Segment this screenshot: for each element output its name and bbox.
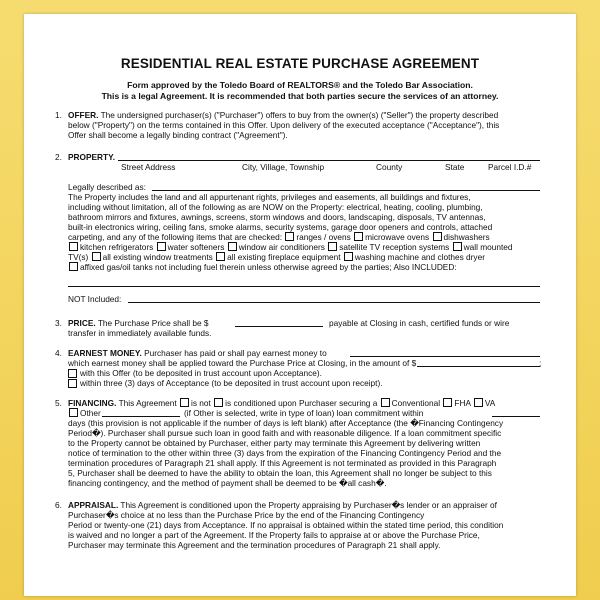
section-3-line-1 <box>68 318 209 328</box>
section-1-number: 1. <box>55 110 62 120</box>
checkbox-other-loan[interactable] <box>69 408 78 417</box>
property-includes-line-8 <box>68 262 457 272</box>
label-satellite-tv: satellite TV reception systems <box>339 242 450 252</box>
section-6-line-2: Purchaser�s choice at no less than the Purchase Price by the end of the Financing Contingency <box>68 510 425 520</box>
label-county: County <box>376 162 403 172</box>
checkbox-kitchen-refrigerators[interactable] <box>69 242 78 251</box>
label-fha: FHA <box>454 398 471 408</box>
section-6-line-4: is waived and no longer a part of the Agreement. If the Property fails to appraise at or above the Purchase Price, <box>68 530 480 540</box>
checkbox-window-treatments[interactable] <box>92 252 101 261</box>
checkbox-dishwashers[interactable] <box>433 232 442 241</box>
section-1-line-3: Offer shall become a legally binding contract ("Agreement"). <box>68 130 288 140</box>
section-6-line-3: Period or twenty-one (21) days from Acceptance. If no appraisal is obtained within the stated time period, this condition <box>68 520 504 530</box>
earnest-money-label: Purchaser has paid or shall pay earnest money to <box>144 348 327 358</box>
section-6-heading: APPRAISAL. <box>68 500 119 510</box>
section-5-number: 5. <box>55 398 62 408</box>
checkbox-is-not[interactable] <box>180 398 189 407</box>
label-is-not: is not <box>190 398 211 408</box>
property-includes-line-5 <box>68 232 490 242</box>
section-1-line-2: below ("Property") on the terms contained in this Offer. Upon delivery of the executed acceptance ("Acceptance"), this <box>68 120 500 130</box>
appraisal-line-1: This Agreement is conditioned upon the Property appraising by Purchaser�s lender or an appraiser of <box>120 500 497 510</box>
other-loan-type-field[interactable] <box>102 416 180 417</box>
section-1-heading: OFFER. <box>68 110 99 120</box>
section-5-line-3: days (this provision is not applicable if the number of days is left blank) after Acceptance (the �Financing Contingency <box>68 418 504 428</box>
section-4-line-2: which earnest money shall be applied toward the Purchase Price at Closing, in the amount of $ <box>68 358 417 368</box>
property-includes-line-2: including without limitation, all of the following as are NOW on the Property: electrical, heating, cooling, plumbing, <box>68 202 483 212</box>
label-washer-dryer: washing machine and clothes dryer <box>354 252 485 262</box>
section-5-line-6: notice of termination to the other within three (3) days from the expiration of the Financing Contingency Period and the <box>68 448 502 458</box>
financing-intro: This Agreement <box>118 398 177 408</box>
label-gas-oil-tanks: affixed gas/oil tanks not including fuel therein unless otherwise agreed by the parties; Also INCLUDED: <box>80 262 457 272</box>
property-includes-line-4: built-in electronics wiring, ceiling fans, smoke alarms, security systems, garage door openers and controls, attached <box>68 222 493 232</box>
checkbox-ranges-ovens[interactable] <box>285 232 294 241</box>
subtitle-legal-notice: This is a legal Agreement. It is recommended that both parties secure the services of an attorney. <box>101 91 499 101</box>
price-label: The Purchase Price shall be $ <box>97 318 209 328</box>
property-includes-line-3: bathroom mirrors and fixtures, awnings, screens, storm windows and doors, landscaping, disposals, TV antennas, <box>68 212 486 222</box>
label-city: City, Village, Township <box>242 162 325 172</box>
section-6-number: 6. <box>55 500 62 510</box>
property-includes-line-1: The Property includes the land and all appurtenant rights, privileges and easements, all buildings and fixtures, <box>68 192 471 202</box>
legal-description-label: Legally described as: <box>68 182 146 192</box>
also-included-field[interactable] <box>68 286 540 287</box>
label-water-softeners: water softeners <box>167 242 225 252</box>
earnest-semicolon: ; <box>539 358 542 368</box>
checkbox-fireplace-equipment[interactable] <box>216 252 225 261</box>
not-included-label: NOT Included: <box>68 294 122 304</box>
checkbox-window-air-conditioners[interactable] <box>228 242 237 251</box>
document-title: RESIDENTIAL REAL ESTATE PURCHASE AGREEMENT <box>120 56 480 71</box>
section-5-line-9: financing contingency, and the method of payment shall be deemed to be �all cash�. <box>68 478 387 488</box>
checkbox-washer-dryer[interactable] <box>344 252 353 261</box>
checkbox-satellite-tv[interactable] <box>328 242 337 251</box>
section-5-line-2b: (if Other is selected, write in type of loan) loan commitment within <box>184 408 424 418</box>
property-address-field[interactable] <box>118 160 540 161</box>
label-other: Other <box>80 408 101 418</box>
section-3-heading: PRICE. <box>68 318 96 328</box>
label-street-address: Street Address <box>121 162 176 172</box>
label-tvs: TV(s) <box>68 252 89 262</box>
section-5-line-8: 5, Purchaser shall be deemed to have the ability to obtain the loan, this Agreement shall no longer be subject to this <box>68 468 492 478</box>
checkbox-with-offer[interactable] <box>68 369 77 378</box>
label-va: VA <box>484 398 496 408</box>
property-includes-line-6 <box>68 242 513 252</box>
section-5-line-7: termination procedures of Paragraph 21 shall apply. If this Agreement is not terminated as provided in this Paragraph <box>68 458 497 468</box>
checkbox-conventional[interactable] <box>381 398 390 407</box>
label-dishwashers: dishwashers <box>443 232 490 242</box>
section-2-heading: PROPERTY. <box>68 152 116 162</box>
section-6-line-5: Purchaser may terminate this Agreement and the termination procedures of Paragraph 21 shall apply. <box>68 540 441 550</box>
checkbox-gas-oil-tanks[interactable] <box>69 262 78 271</box>
section-4-heading: EARNEST MONEY. <box>68 348 142 358</box>
purchase-price-field[interactable] <box>235 326 323 327</box>
label-window-treatments: all existing window treatments <box>102 252 213 262</box>
price-payment-terms: payable at Closing in cash, certified funds or wire <box>329 318 510 328</box>
section-4-line-1 <box>68 348 327 358</box>
label-window-air-conditioners: window air conditioners <box>238 242 325 252</box>
label-is-conditioned: is conditioned upon Purchaser securing a <box>225 398 378 408</box>
legal-description-field[interactable] <box>152 190 540 191</box>
checkbox-wall-mounted-tv[interactable] <box>453 242 462 251</box>
earnest-money-holder-field[interactable] <box>350 356 540 357</box>
label-fireplace-equipment: all existing fireplace equipment <box>227 252 341 262</box>
property-includes-line-7 <box>68 252 485 262</box>
section-5-line-1 <box>68 398 495 408</box>
checkbox-microwave-ovens[interactable] <box>354 232 363 241</box>
label-parcel-id: Parcel I.D.# <box>488 162 532 172</box>
label-ranges-ovens: ranges / ovens <box>296 232 351 242</box>
section-1-line-1: The undersigned purchaser(s) ("Purchaser") offers to buy from the owner(s) ("Seller") the property described <box>100 110 499 120</box>
section-4-option-2: within three (3) days of Acceptance (to be deposited in trust account upon receipt). <box>80 378 383 388</box>
section-3-line-2: transfer in immediately available funds. <box>68 328 212 338</box>
section-2-number: 2. <box>55 152 62 162</box>
checkbox-fha[interactable] <box>443 398 452 407</box>
label-microwave-ovens: microwave ovens <box>365 232 430 242</box>
earnest-money-amount-field[interactable] <box>464 366 538 367</box>
section-5-heading: FINANCING. <box>68 398 117 408</box>
document-page <box>24 14 576 596</box>
label-conventional: Conventional <box>391 398 441 408</box>
checkbox-water-softeners[interactable] <box>157 242 166 251</box>
section-4-number: 4. <box>55 348 62 358</box>
section-4-option-1: with this Offer (to be deposited in trust account upon Acceptance). <box>80 368 322 378</box>
checkbox-is-conditioned[interactable] <box>214 398 223 407</box>
label-state: State <box>445 162 465 172</box>
checkbox-within-three-days[interactable] <box>68 379 77 388</box>
section-3-number: 3. <box>55 318 62 328</box>
section-1-text-line-1 <box>68 110 498 120</box>
section-5-line-4: Period�). Purchaser shall pursue such loan in good faith and with reasonable diligence. If a loan commitment specific <box>68 428 502 438</box>
not-included-field[interactable] <box>128 302 540 303</box>
subtitle-approval: Form approved by the Toledo Board of REALTORS® and the Toledo Bar Association. <box>127 80 473 90</box>
label-wall-mounted: wall mounted <box>463 242 513 252</box>
checkbox-va[interactable] <box>474 398 483 407</box>
label-kitchen-refrigerators: kitchen refrigerators <box>80 242 154 252</box>
section-5-line-5: to the Property cannot be obtained by Purchaser, either party may terminate this Agreement by delivering written <box>68 438 481 448</box>
section-5-line-2 <box>68 408 101 418</box>
section-6-line-1 <box>68 500 497 510</box>
checked-items-intro: carpeting, and any of the following items that are checked: <box>68 232 283 242</box>
loan-commitment-days-field[interactable] <box>492 416 540 417</box>
